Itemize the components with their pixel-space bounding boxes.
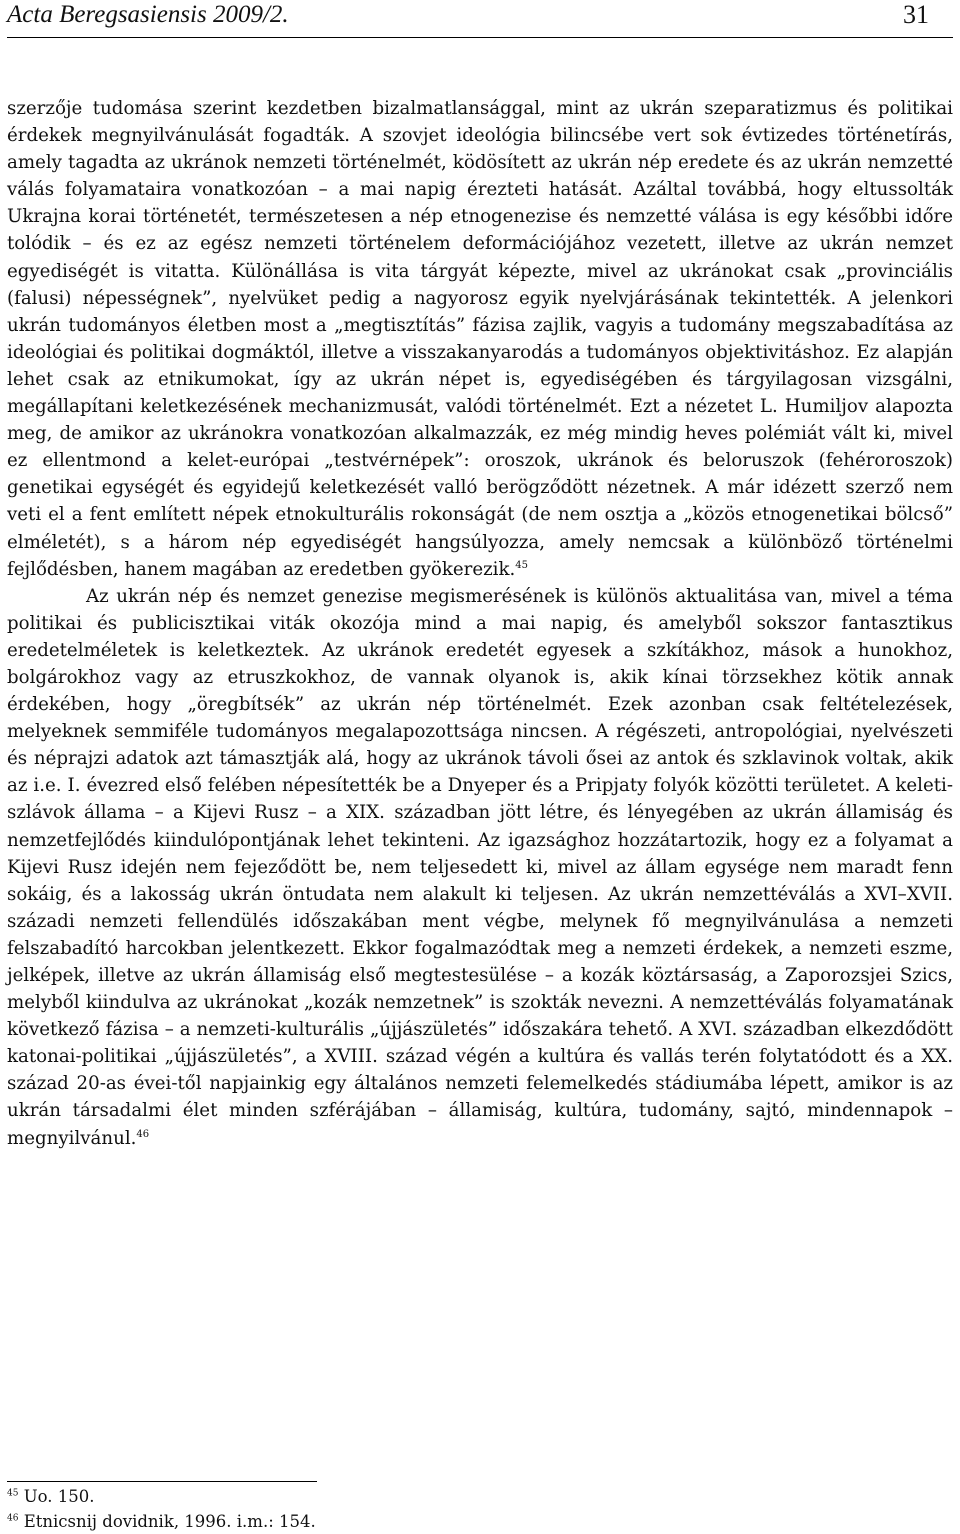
footnote: [7, 1509, 316, 1534]
footnotes: [7, 1484, 316, 1534]
header-rule: [7, 37, 953, 38]
paragraph: [7, 583, 953, 1152]
footnote-number: 45: [7, 1488, 19, 1499]
paragraph: [7, 95, 953, 583]
paragraph-text: szerzője tudomása szerint kezdetben bizalmatlansággal, mint az ukrán szeparatizmus és politikai érdekek megnyilvánulását fogadták. A szovjet ideológia bilincsébe vert sok évtizedes történetírás, amely tagadta az ukránok nemzeti történelmét, ködösített az ukrán nép eredete és az ukrán nemzetté válás folyamataira vonatkozóan – a mai napig érezteti hatását. Azáltal továbbá, hogy eltussolták Ukrajna korai történetét, természetesen a nép etnogenezise és nemzetté válása is egy későbbi időre tolódik – és ez az egész nemzeti történelem deformációjához vezetett, illetve az ukrán nemzet egyediségét is vitatta. Különállása is vita tárgyát képezte, mivel az ukránokat csak „provinciális (falusi) népességnek”, nyelvüket pedig a nagyorosz egyik nyelvjárásának tekintették. A jelenkori ukrán tudományos életben most a „megtisztítás” fázisa zajlik, vagyis a tudomány megszabadítása az ideológiai és politikai dogmáktól, illetve a visszakanyarodás a tudományos objektivitáshoz. Ez alapján lehet csak az etnikumokat, így az ukrán népet is, egyediségében és tárgyilagosan vizsgálni, megállapítani keletkezésének mechanizmusát, valódi történelmét. Ezt a nézetet L. Humiljov alapozta meg, de amikor az ukránokra vonatkozóan alkalmazzák, ez még mindig heves polémiát vált ki, mivel ez ellentmond a kelet-európai „testvérnépek”: oroszok, ukránok és beloruszok (fehéroroszok) genetikai egységét és egyidejű keletkezését valló berögződött nézetnek. A már idézett szerző nem veti el a fent említett népek etnokulturális rokonságát (de nem osztja a „közös etnogenetikai bölcső” elméletét), s a három nép egyediségét hangsúlyozza, amely nemcsak a különböző történelmi fejlődésben, hanem magában az eredetben gyökerezik.: [7, 98, 953, 580]
paragraph-text: Az ukrán nép és nemzet genezise megismerésének is különös aktualitása van, mivel a téma politikai és publicisztikai viták okozója mind a mai napig, és amelyből sokszor fantasztikus eredetelméletek is keletkeztek. Az ukránok eredetét egyesek a szkítákhoz, mások a hunokhoz, bolgárokhoz vagy az etruszkokhoz, de vannak olyanok is, akik kínai törzsekhez kötik annak érdekében, hogy „öregbítsék” az ukrán nép történelmét. Ezek azonban csak feltételezések, melyeknek semmiféle tudományos megalapozottsága nincsen. A régészeti, antropológiai, nyelvészeti és néprajzi adatok azt támasztják alá, hogy az ukránok távoli ősei az antok és szklavinok voltak, akik az i.e. I. évezred első felében népesítették be a Dnyeper és a Pripjaty folyók közötti területet. A keleti-szlávok állama – a Kijevi Rusz – a XIX. században jött létre, és lényegében az ukrán államiság és nemzetfejlődés kiindulópontjának lehet tekinteni. Az igazsághoz hozzátartozik, hogy ez a folyamat a Kijevi Rusz idején nem fejeződött be, nem teljesedett ki, mivel az állam egysége nem maradt fenn sokáig, és a lakosság ukrán öntudata nem alakult ki teljesen. Az ukrán nemzettéválás a XVI–XVII. századi nemzeti fellendülés időszakában ment végbe, melynek fő megnyilvánulása a nemzeti felszabadító harcokban jelentkezett. Ekkor fogalmazódtak meg a nemzeti érdekek, a nemzeti eszme, jelképek, illetve az ukrán államiság első megtestesülése – a kozák köztársaság, a Zaporozsjei Szics, melyből kiindulva az ukránokat „kozák nemzetnek” is szokták nevezni. A nemzettéválás folyamatának következő fázisa – a nemzeti-kulturális „újjászületés” időszakára tehető. A XVI. században elkezdődött katonai-politikai „újjászületés”, a XVIII. század végén a kultúra és vallás terén folytatódott és a XX. század 20-as évei-től napjainkig egy általános nemzeti felemelkedés stádiumába lépett, amikor is az ukrán társadalmi élet minden szférájában – államiság, kultúra, tudomány, sajtó, mindennapok – megnyilvánul.: [7, 585, 953, 1149]
footnote-ref: 46: [136, 1128, 150, 1140]
page-number: 31: [903, 0, 929, 29]
footnote-text: Etnicsnij dovidnik, 1996. i.m.: 154.: [23, 1512, 316, 1531]
footnote: [7, 1484, 316, 1509]
main-text: [7, 95, 953, 1152]
footnote-number: 46: [7, 1513, 19, 1524]
journal-title: Acta Beregsasiensis 2009/2.: [7, 1, 289, 28]
footnote-ref: 45: [515, 559, 529, 571]
footnote-rule: [7, 1481, 317, 1482]
footnote-text: Uo. 150.: [23, 1487, 95, 1506]
running-header: [7, 0, 953, 36]
